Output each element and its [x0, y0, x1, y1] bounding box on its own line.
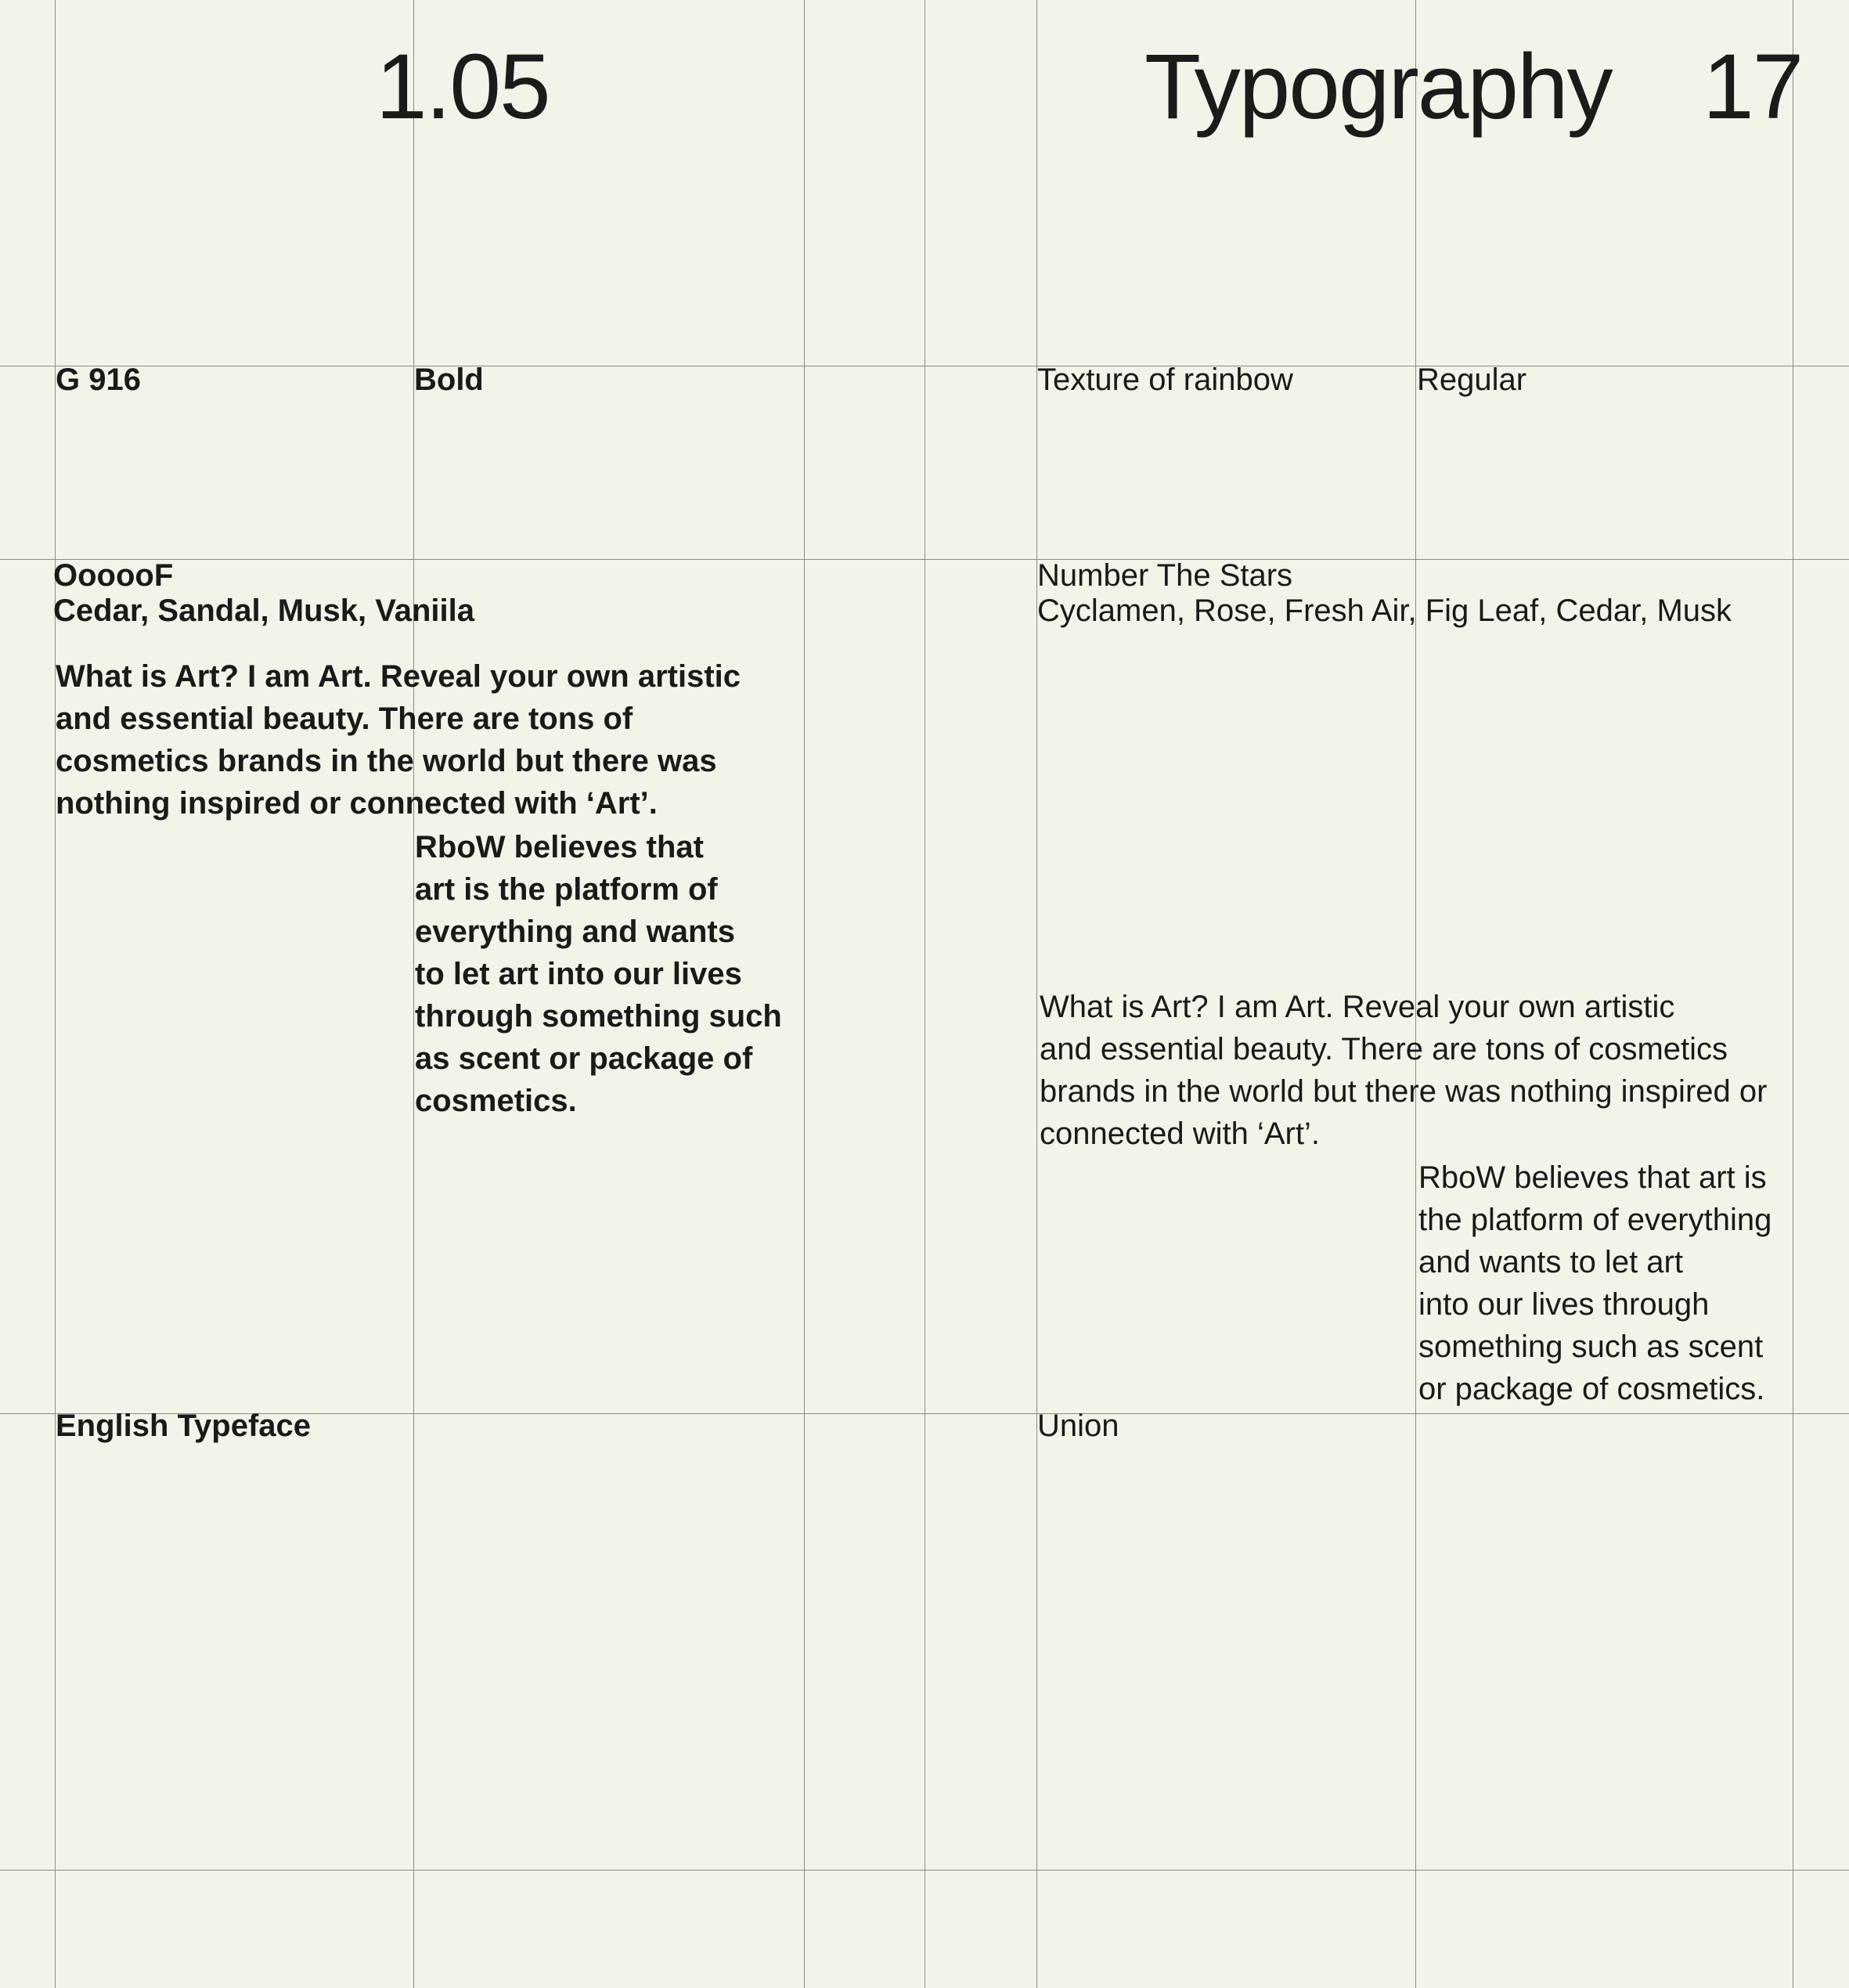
- bold-font-name: G 916: [56, 363, 141, 397]
- grid-line-vertical: [55, 0, 56, 1988]
- regular-weight-label: Regular: [1417, 363, 1527, 397]
- regular-footer-label: Union: [1037, 1409, 1119, 1443]
- page-title: Typography: [1144, 35, 1612, 139]
- bold-weight-label: Bold: [414, 363, 484, 397]
- bold-notes: Cedar, Sandal, Musk, Vaniila: [53, 594, 474, 628]
- regular-font-name: Texture of rainbow: [1037, 363, 1293, 397]
- page-number: 17: [1703, 35, 1803, 139]
- bold-product-name: OooooF: [53, 558, 174, 593]
- regular-sample-paragraph-1: What is Art? I am Art. Reveal your own artistic and essential beauty. There are tons of cosmetics brands in the world but there was nothing inspired or connected with ‘Art’.: [1040, 990, 1768, 1151]
- regular-sample-paragraph-2: RboW believes that art is the platform of everything and wants to let art into our lives through something such as scent or package of cosmetics.: [1418, 1160, 1772, 1406]
- grid-line-vertical: [1036, 0, 1037, 1988]
- bold-sample-paragraph-1: What is Art? I am Art. Reveal your own artistic and essential beauty. There are tons of cosmetics brands in the world but there was nothing inspired or connected with ‘Art’.: [56, 659, 741, 821]
- section-number: 1.05: [376, 35, 550, 139]
- grid-line-horizontal: [0, 1870, 1849, 1871]
- grid-line-vertical: [924, 0, 925, 1988]
- grid-line-horizontal: [0, 559, 1849, 560]
- bold-footer-label: English Typeface: [56, 1409, 312, 1443]
- bold-sample-paragraph-2: RboW believes that art is the platform of everything and wants to let art into our lives through something such as scent or package of cosmetics.: [415, 830, 782, 1118]
- grid-line-vertical: [413, 0, 414, 1988]
- grid-line-vertical: [804, 0, 805, 1988]
- regular-product-name: Number The Stars: [1037, 558, 1293, 593]
- regular-notes: Cyclamen, Rose, Fresh Air, Fig Leaf, Cedar, Musk: [1037, 594, 1732, 628]
